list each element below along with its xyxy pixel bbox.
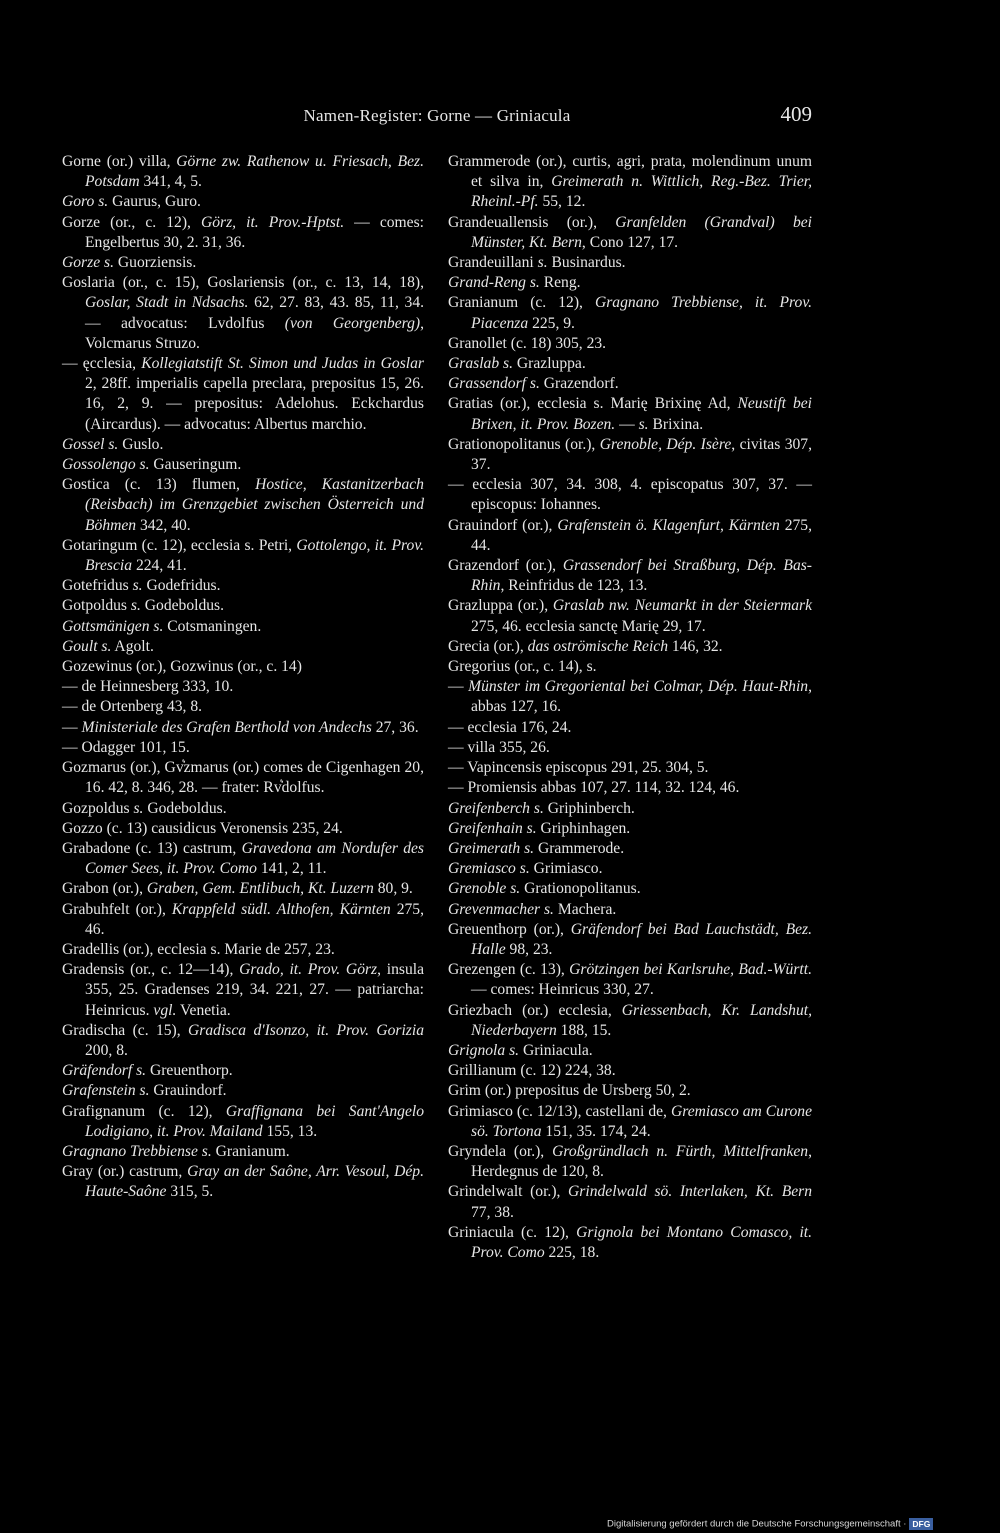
register-entry: — villa 355, 26. <box>448 738 550 756</box>
register-entry: Grevenmacher s. Machera. <box>448 900 617 918</box>
register-entry: Grandeuillani s. Businardus. <box>448 254 626 272</box>
register-entry: Gregorius (or., c. 14), s. <box>448 658 597 676</box>
register-entry: Gotaringum (c. 12), ecclesia s. Petri, Gottolengo, it. Prov. Brescia 224, 41. <box>62 536 424 575</box>
register-entry: Graslab s. Grazluppa. <box>448 355 586 373</box>
register-entry: Gozpoldus s. Godeboldus. <box>62 799 227 817</box>
register-entry: Gradellis (or.), ecclesia s. Marie de 257, 23. <box>62 940 335 958</box>
register-entry: Gotefridus s. Godefridus. <box>62 577 221 595</box>
page-number: 409 <box>780 102 812 126</box>
register-entry: Grauindorf (or.), Grafenstein ö. Klagenfurt, Kärnten 275, 44. <box>448 516 812 554</box>
register-entry: Grassendorf s. Grazendorf. <box>448 375 619 393</box>
register-entry: Grafignanum (c. 12), Graffignana bei Sant'Angelo Lodigiano, it. Prov. Mailand 155, 13. <box>62 1102 424 1140</box>
register-entry: Gryndela (or.), Großgründlach n. Fürth, Mittelfranken, Herdegnus de 120, 8. <box>448 1142 812 1181</box>
register-entry: — Promiensis abbas 107, 27. 114, 32. 124, 46. <box>448 779 740 797</box>
register-entry: Gossel s. Guslo. <box>62 435 164 453</box>
running-title: Namen-Register: Gorne — Griniacula <box>303 106 571 125</box>
register-entry: Grazluppa (or.), Graslab nw. Neumarkt in der Steiermark 275, 46. ecclesia sanctę Marię 29, 17. <box>448 597 812 635</box>
register-entry: Gremiasco s. Grimiasco. <box>448 860 603 878</box>
register-entry: Gotpoldus s. Godeboldus. <box>62 597 225 615</box>
register-entry: Gorne (or.) villa, Görne zw. Rathenow u. Friesach, Bez. Potsdam 341, 4, 5. <box>62 153 424 191</box>
register-entry: Grenoble s. Grationopolitanus. <box>448 880 641 898</box>
register-entry: Greuenthorp (or.), Gräfendorf bei Bad Lauchstädt, Bez. Halle 98, 23. <box>448 920 813 958</box>
register-entry: Grandeuallensis (or.), Granfelden (Grandval) bei Münster, Kt. Bern, Cono 127, 17. <box>448 213 812 251</box>
register-entry: Goslaria (or., c. 15), Goslariensis (or., c. 13, 14, 18), Goslar, Stadt in Ndsachs. 62, 27. 83, 43. 85, 11, 34. — advocatus: Lvdolfus (von Georgenberg), Volcmarus Struzo. <box>62 274 425 352</box>
register-entry: Gratias (or.), ecclesia s. Marię Brixinę Ad, Neustift bei Brixen, it. Prov. Bozen. — s. Brixina. <box>448 395 812 433</box>
left-column <box>62 152 424 1203</box>
register-entry: Greimerath s. Grammerode. <box>448 839 625 857</box>
register-entry: Grazendorf (or.), Grassendorf bei Straßburg, Dép. Bas-Rhin, Reinfridus de 123, 13. <box>448 557 813 595</box>
register-entry: — Vapincensis episcopus 291, 25. 304, 5. <box>448 759 709 777</box>
register-entry: Grimiasco (c. 12/13), castellani de, Gremiasco am Curone sö. Tortona 151, 35. 174, 24. <box>448 1102 812 1140</box>
register-entry: Gräfendorf s. Greuenthorp. <box>62 1062 233 1080</box>
register-entry: Granollet (c. 18) 305, 23. <box>448 334 607 352</box>
register-entry: — ecclesia 176, 24. <box>448 718 572 736</box>
register-entry: — de Ortenberg 43, 8. <box>62 698 203 716</box>
register-entry: Greifenberch s. Griphinberch. <box>448 799 635 817</box>
register-entry: Grillianum (c. 12) 224, 38. <box>448 1062 616 1080</box>
dfg-logo: DFG <box>909 1518 933 1530</box>
page-header <box>62 100 812 132</box>
register-entry: Granianum (c. 12), Gragnano Trebbiense, it. Prov. Piacenza 225, 9. <box>448 294 812 332</box>
register-entry: Greifenhain s. Griphinhagen. <box>448 819 631 837</box>
register-entry: Gossolengo s. Gauseringum. <box>62 456 242 474</box>
register-entry: Gozmarus (or.), Gv͛zmarus (or.) comes de Cigenhagen 20, 16. 42, 8. 346, 28. — frater: Rv͛dolfus. <box>62 759 424 797</box>
register-entry: — ecclesia 307, 34. 308, 4. episcopatus 307, 37. — episcopus: Iohannes. <box>448 476 812 514</box>
register-entry: Gozewinus (or.), Gozwinus (or., c. 14) <box>62 658 302 676</box>
register-entry: Grabon (or.), Graben, Gem. Entlibuch, Kt. Luzern 80, 9. <box>62 880 413 898</box>
register-entry: Gozzo (c. 13) causidicus Veronensis 235, 24. <box>62 819 343 837</box>
register-entry: Gostica (c. 13) flumen, Hostice, Kastanitzerbach (Reisbach) im Grenzgebiet zwischen Österreich und Böhmen 342, 40. <box>62 476 424 534</box>
register-entry: Grabadone (c. 13) castrum, Gravedona am Nordufer des Comer Sees, it. Prov. Como 141, 2, 11. <box>62 839 424 878</box>
register-entry: Grafenstein s. Grauindorf. <box>62 1082 227 1100</box>
register-entry: Gottsmänigen s. Cotsmaningen. <box>62 617 262 635</box>
register-entry: Grecia (or.), das oströmische Reich 146, 32. <box>448 637 723 655</box>
register-entry: Grindelwalt (or.), Grindelwald sö. Interlaken, Kt. Bern 77, 38. <box>448 1183 813 1221</box>
register-entry: Grabuhfelt (or.), Krappfeld südl. Althofen, Kärnten 275, 46. <box>62 900 424 938</box>
register-entry: — Odagger 101, 15. <box>62 738 190 756</box>
register-entry: Griniacula (c. 12), Grignola bei Montano Comasco, it. Prov. Como 225, 18. <box>448 1223 813 1261</box>
register-entry: Grim (or.) prepositus de Ursberg 50, 2. <box>448 1082 691 1100</box>
register-entry: Grand-Reng s. Reng. <box>448 274 581 292</box>
register-entry: Gorze (or., c. 12), Görz, it. Prov.-Hptst. — comes: Engelbertus 30, 2. 31, 36. <box>62 213 424 251</box>
register-entry: Gradischa (c. 15), Gradisca d'Isonzo, it. Prov. Gorizia 200, 8. <box>62 1021 424 1059</box>
register-entry: Gorze s. Guorziensis. <box>62 254 197 272</box>
register-entry: Griezbach (or.) ecclesia, Griessenbach, Kr. Landshut, Niederbayern 188, 15. <box>448 1001 812 1039</box>
register-entry: — ęcclesia, Kollegiatstift St. Simon und Judas in Goslar 2, 28ff. imperialis capella preclara, prepositus 15, 26. 16, 2, 9. — prepositus: Adelohus. Eckchardus (Aircardus). — advocatus: Albertus marchio. <box>62 355 424 433</box>
register-entry: — Münster im Gregoriental bei Colmar, Dép. Haut-Rhin, abbas 127, 16. <box>448 678 812 716</box>
register-entry: — Ministeriale des Grafen Berthold von Andechs 27, 36. <box>62 718 419 736</box>
register-entry: Grationopolitanus (or.), Grenoble, Dép. Isère, civitas 307, 37. <box>448 435 812 474</box>
register-entry: Goro s. Gaurus, Guro. <box>62 193 201 211</box>
footer-text: Digitalisierung gefördert durch die Deutsche Forschungsgemeinschaft · <box>607 1518 907 1530</box>
register-entry: Goult s. Agolt. <box>62 637 154 655</box>
footer-credit <box>607 1518 987 1531</box>
register-entry: Grammerode (or.), curtis, agri, prata, molendinum unum et silva in, Greimerath n. Wittlich, Reg.-Bez. Trier, Rheinl.-Pf. 55, 12. <box>448 153 812 211</box>
register-entry: Grignola s. Griniacula. <box>448 1041 593 1059</box>
register-entry: Gradensis (or., c. 12—14), Grado, it. Prov. Görz, insula 355, 25. Gradenses 219, 34. 221, 27. — patriarcha: Heinricus. vgl. Venetia. <box>62 961 425 1019</box>
register-entry: Grezengen (c. 13), Grötzingen bei Karlsruhe, Bad.-Württ. — comes: Heinricus 330, 27. <box>448 961 812 999</box>
register-entry: Gray (or.) castrum, Gray an der Saône, Arr. Vesoul, Dép. Haute-Saône 315, 5. <box>62 1163 424 1201</box>
register-entry: Gragnano Trebbiense s. Granianum. <box>62 1142 290 1160</box>
right-column <box>448 152 812 1263</box>
register-entry: — de Heinnesberg 333, 10. <box>62 678 234 696</box>
